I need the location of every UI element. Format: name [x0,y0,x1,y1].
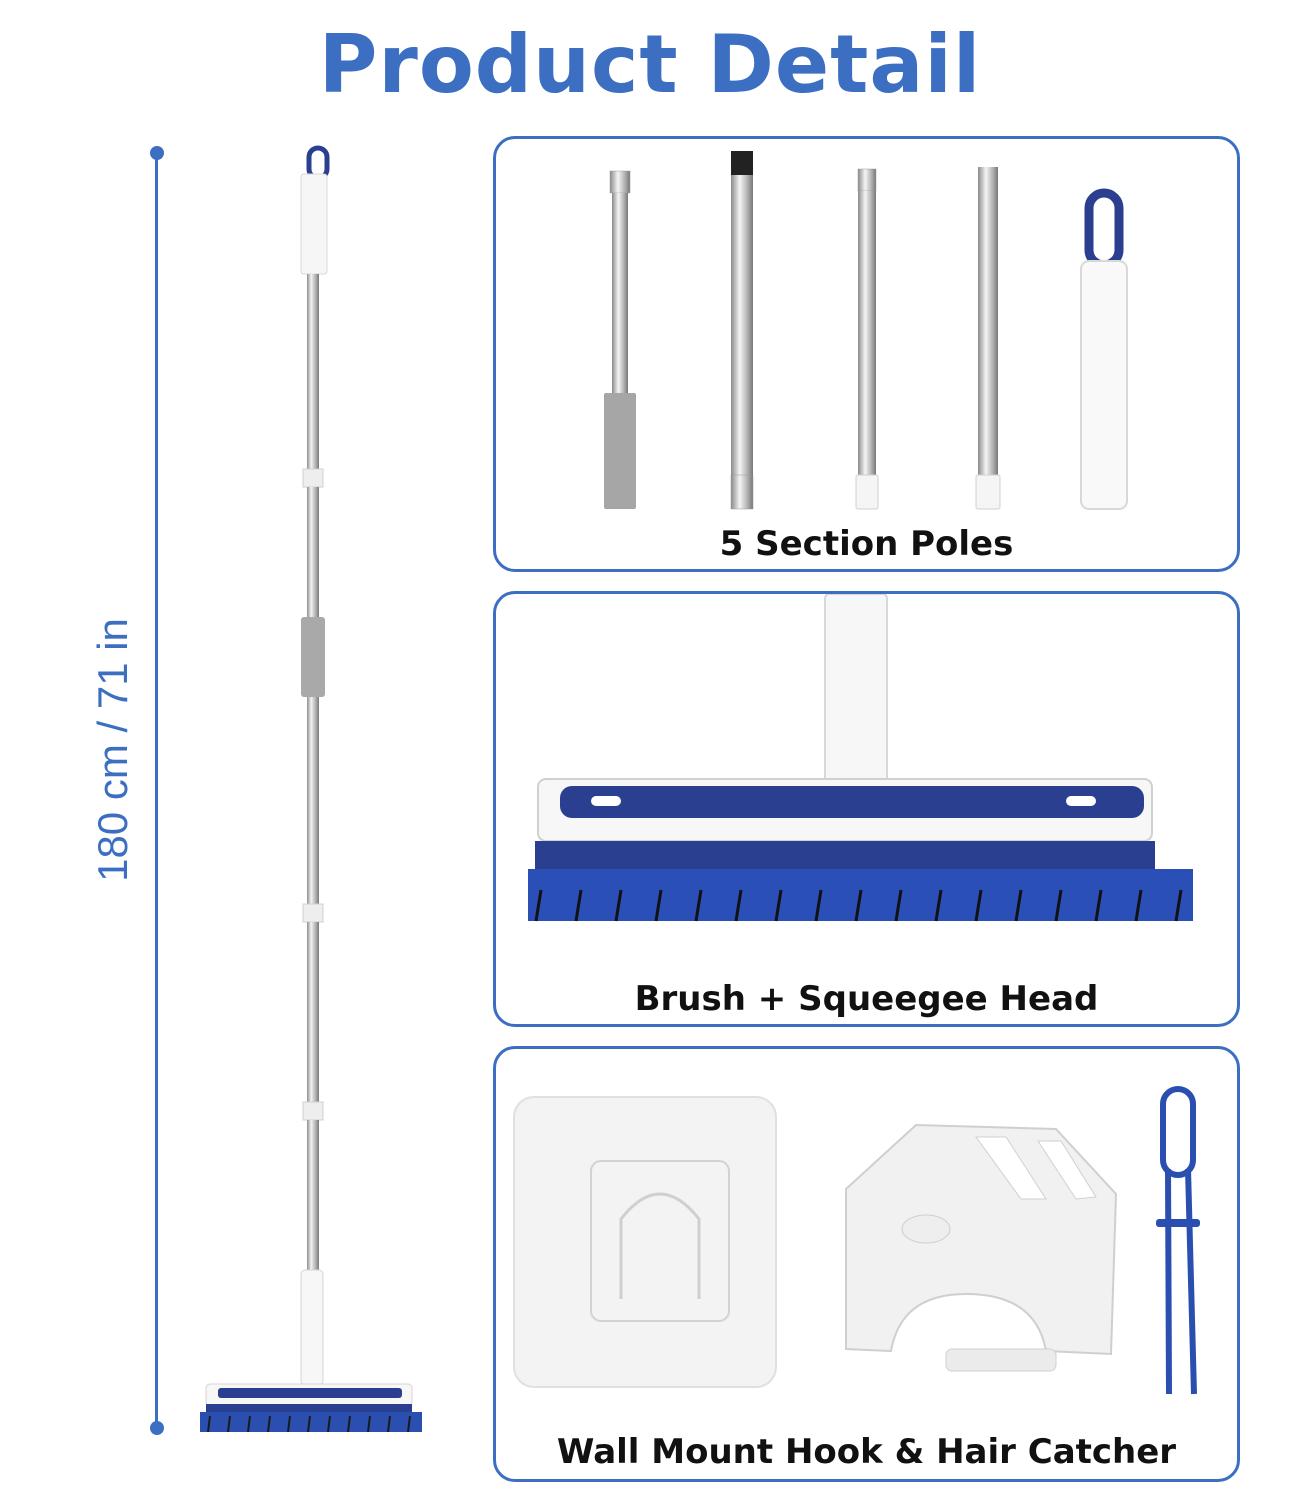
brush-head-panel [493,591,1240,1027]
full-mop-image [190,140,430,1440]
accessories-panel [493,1046,1240,1482]
height-measure-line [155,153,158,1428]
brush-head-caption: Brush + Squeegee Head [634,979,1099,1019]
measure-bottom-dot [150,1421,164,1435]
accessories-caption: Wall Mount Hook & Hair Catcher [556,1432,1177,1472]
accessories-image [496,1049,1237,1429]
brush-head-image [496,594,1237,974]
height-measure-label: 180 cm / 71 in [89,618,136,882]
measure-top-dot [150,146,164,160]
poles-caption: 5 Section Poles [719,524,1014,564]
page-title: Product Detail [318,18,982,111]
pole-sections-image [496,139,1237,519]
poles-panel [493,136,1240,572]
